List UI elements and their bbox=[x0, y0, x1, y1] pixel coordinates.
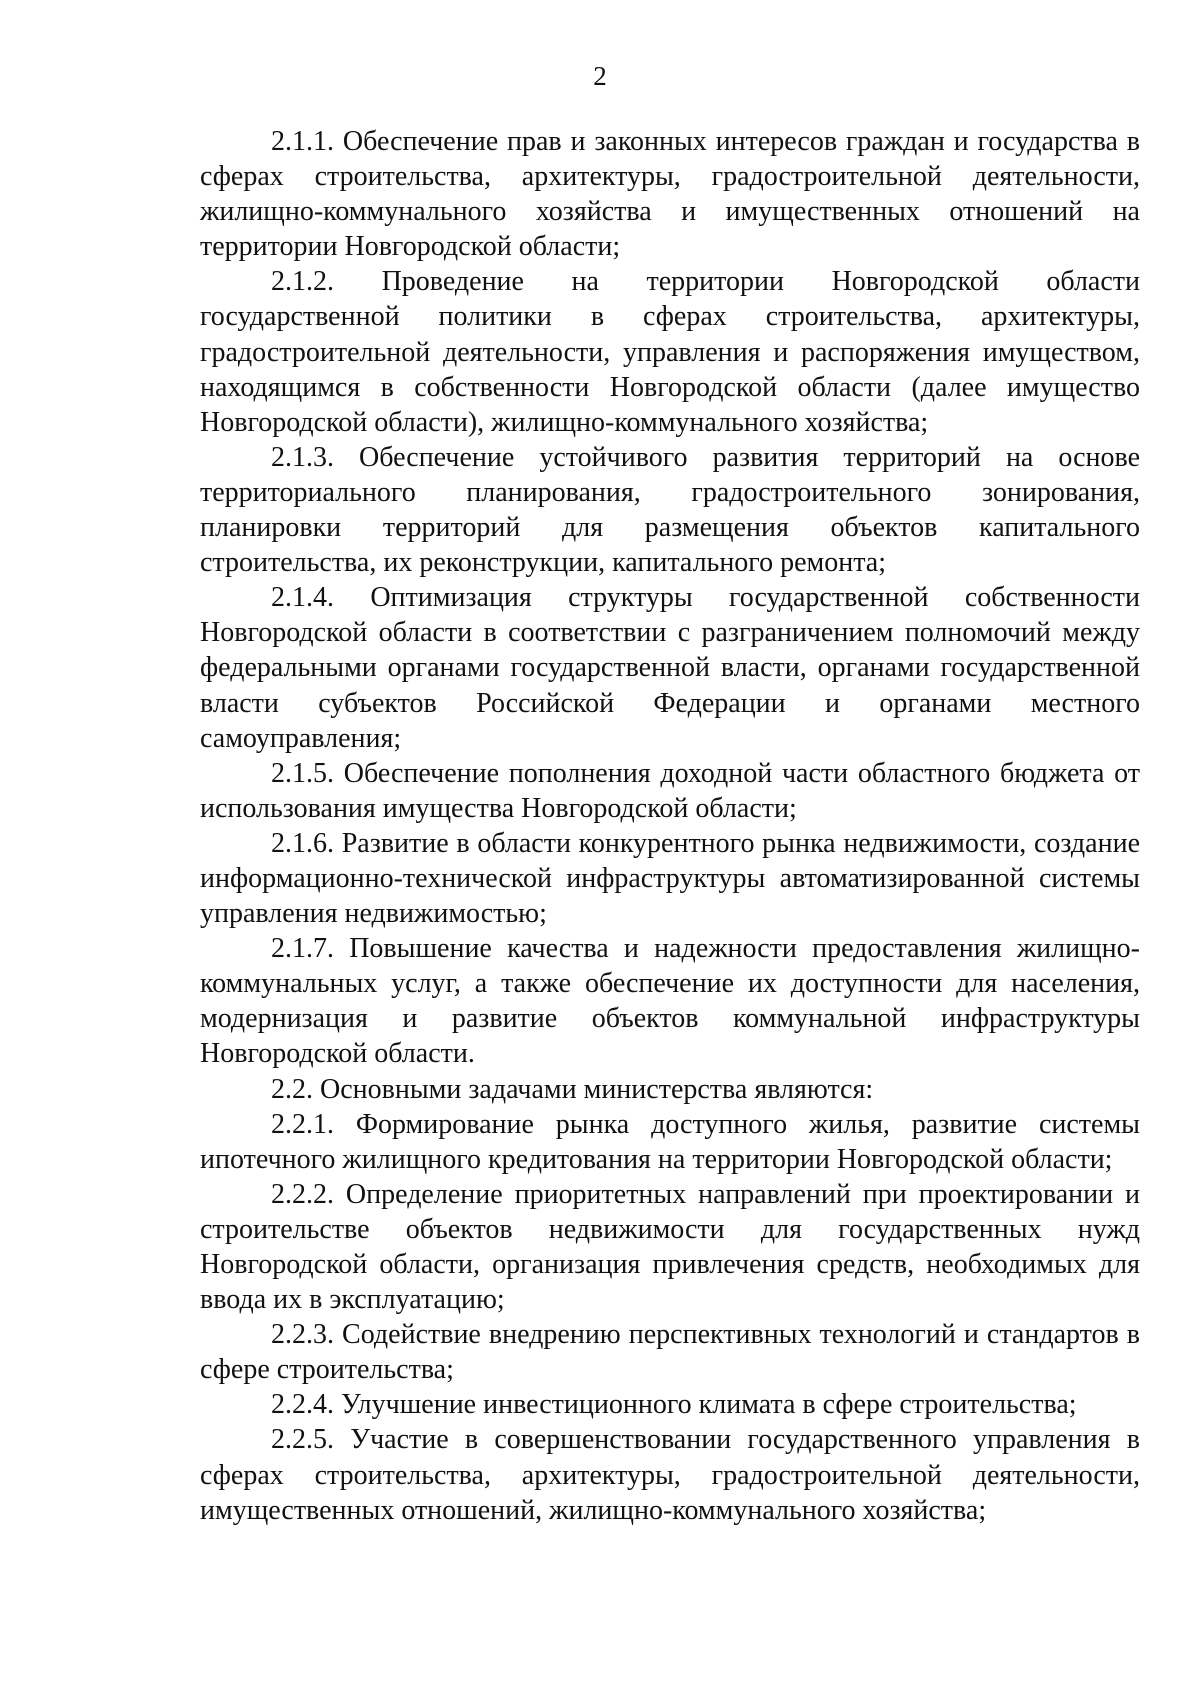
paragraph-2-1-5: 2.1.5. Обеспечение пополнения доходной части областного бюджета от использования имущества Новгородской области; bbox=[200, 757, 1140, 824]
paragraph-2-2-2: 2.2.2. Определение приоритетных направлений при проектировании и строительстве объектов недвижимости для государственных нужд Новгородской области, организация привлечения средств, необходимых для ввода их в эксплуатацию; bbox=[200, 1178, 1140, 1316]
paragraph-2-1-1: 2.1.1. Обеспечение прав и законных интересов граждан и государства в сферах строительства, архитектуры, градостроительной деятельности, жилищно-коммунального хозяйства и имущественных отношений на территории Новгородской области; bbox=[200, 126, 1140, 263]
page-number: 2 bbox=[593, 61, 607, 91]
paragraph-2-2-5: 2.2.5. Участие в совершенствовании государственного управления в сферах строительства, архитектуры, градостроительной деятельности, имущественных отношений, жилищно-коммунального хозяйства; bbox=[200, 1424, 1140, 1526]
paragraph-2-1-4: 2.1.4. Оптимизация структуры государственной собственности Новгородской области в соответствии с разграничением полномочий между федеральными органами государственной власти, органами государственной власти субъектов Российской Федерации и органами местного самоуправления; bbox=[200, 582, 1140, 754]
paragraph-2-1-7: 2.1.7. Повышение качества и надежности предоставления жилищно-коммунальных услуг, а также обеспечение их доступности для населения, модернизация и развитие объектов коммунальной инфраструктуры Новгородской области. bbox=[200, 933, 1140, 1070]
paragraph-2-2-4: 2.2.4. Улучшение инвестиционного климата в сфере строительства; bbox=[271, 1389, 1077, 1421]
paragraph-2-2-3: 2.2.3. Содействие внедрению перспективных технологий и стандартов в сфере строительства; bbox=[200, 1319, 1140, 1386]
paragraph-2-1-2: 2.1.2. Проведение на территории Новгородской области государственной политики в сферах строительства, архитектуры, градостроительной деятельности, управления и распоряжения имуществом, находящимся в собственности Новгородской области (далее имущество Новгородской области), жилищно-коммунального хозяйства; bbox=[200, 266, 1140, 438]
paragraph-2-1-6: 2.1.6. Развитие в области конкурентного рынка недвижимости, создание информационно-технической инфраструктуры автоматизированной системы управления недвижимостью; bbox=[200, 827, 1140, 930]
paragraph-2-1-3: 2.1.3. Обеспечение устойчивого развития территорий на основе территориального планирования, градостроительного зонирования, планировки территорий для размещения объектов капитального строительства, их реконструкции, капитального ремонта; bbox=[200, 441, 1140, 579]
paragraph-2-2-1: 2.2.1. Формирование рынка доступного жилья, развитие системы ипотечного жилищного кредитования на территории Новгородской области; bbox=[200, 1108, 1140, 1175]
document-body bbox=[200, 124, 1140, 1528]
paragraph-2-2: 2.2. Основными задачами министерства являются: bbox=[271, 1073, 874, 1105]
